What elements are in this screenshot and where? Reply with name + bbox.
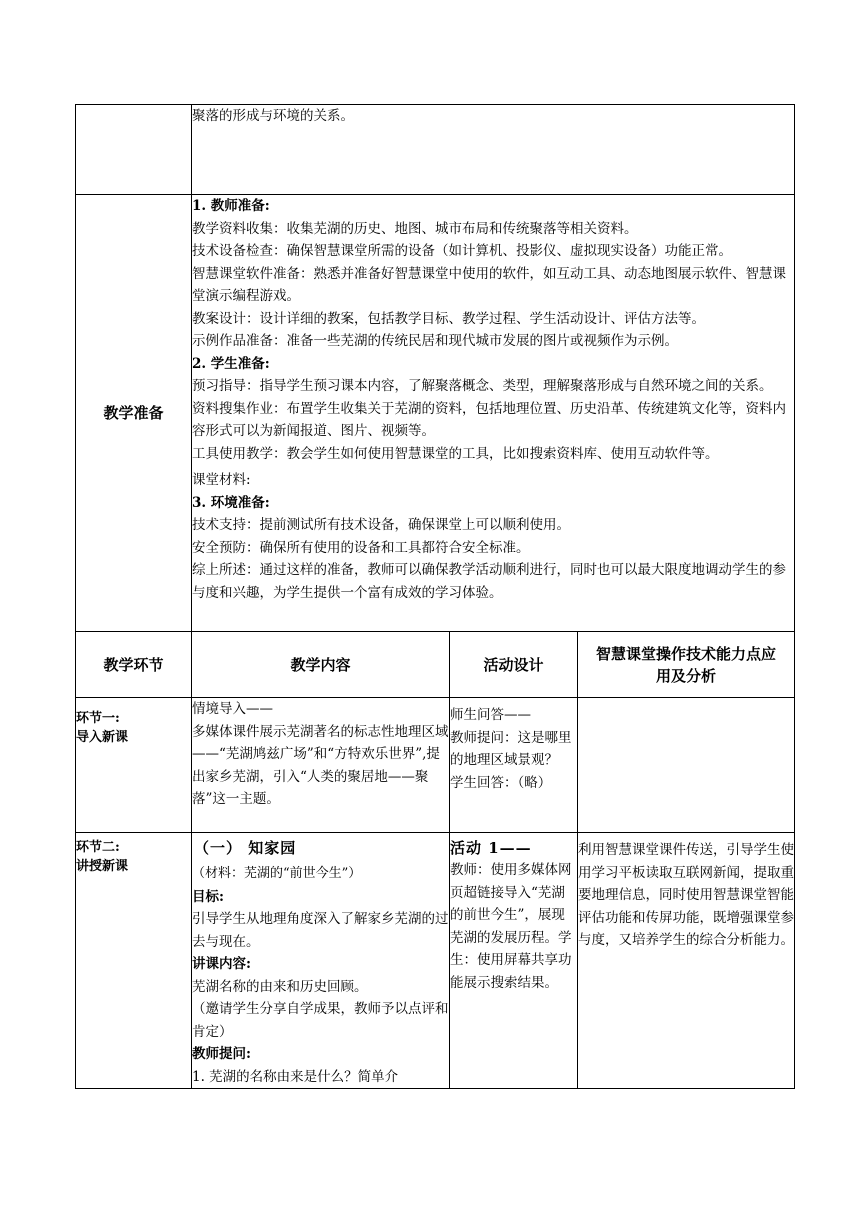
- row-stage-2: [76, 833, 795, 1089]
- prep-line: 课堂材料:: [192, 472, 251, 488]
- prep-section-heading: 1. 教师准备:: [192, 198, 270, 214]
- header-activity: 活动设计: [483, 655, 544, 674]
- prep-line: 示例作品准备：准备一些芜湖的传统民居和现代城市发展的图片或视频作为示例。: [192, 333, 678, 349]
- stage1-activity-line: 师生问答——: [450, 707, 531, 723]
- empty-label-cell: [76, 105, 192, 195]
- header-content: 教学内容: [290, 655, 351, 674]
- prep-line: 教学资料收集：收集芜湖的历史、地图、城市布局和传统聚落等相关资料。: [192, 220, 638, 237]
- prep-section-heading: 2. 学生准备:: [192, 355, 270, 372]
- objective-continued-cell: [192, 105, 795, 195]
- row-teaching-prep: [76, 195, 795, 632]
- stage2-content-line: 1. 芜湖的名称由来是什么？简单介: [192, 1068, 399, 1085]
- stage2-content-line: 引导学生从地理角度深入了解家乡芜湖的过去与现在。: [192, 911, 449, 950]
- stage1-label-line1: 环节一:: [76, 711, 120, 726]
- header-analysis: 智慧课堂操作技术能力点应用及分析: [596, 644, 777, 685]
- stage1-label-line2: 导入新课: [76, 729, 129, 745]
- prep-section-heading: 3. 环境准备:: [192, 494, 270, 511]
- header-content-cell: [192, 632, 450, 698]
- stage2-activity-text: 教师：使用多媒体网页超链接导入“芜湖的前世今生”，展现芜湖的发展历程。学生：使用屏幕共享功能展示搜索结果。: [450, 862, 572, 991]
- stage2-label-cell: [76, 833, 192, 1089]
- stage2-content-heading: 讲课内容:: [192, 956, 251, 972]
- stage1-label-cell: [76, 698, 192, 833]
- prep-line: 安全预防：确保所有使用的设备和工具都符合安全标准。: [192, 539, 530, 556]
- prep-line: 技术设备检查：确保智慧课堂所需的设备（如计算机、投影仪、虚拟现实设备）功能正常。: [192, 243, 732, 259]
- stage2-content-heading: 教师提问:: [192, 1046, 251, 1062]
- row-stage-1: [76, 698, 795, 833]
- stage1-content-line: 情境导入——: [192, 701, 273, 717]
- stage2-content-line: 芜湖名称的由来和历史回顾。: [192, 978, 368, 995]
- prep-label-cell: [76, 195, 192, 632]
- stage2-analysis-text: 利用智慧课堂课件传送，引导学生使用学习平板读取互联网新闻，提取重要地理信息，同时使用智慧课堂智能评估功能和传屏功能，既增强课堂参与度，又培养学生的综合分析能力。: [578, 842, 794, 948]
- stage2-content-line: （邀请学生分享自学成果，教师予以点评和肯定）: [192, 1001, 449, 1040]
- prep-label: 教学准备: [103, 404, 164, 422]
- stage1-activity-line: 学生回答：（略）: [450, 774, 552, 791]
- prep-line: 智慧课堂软件准备：熟悉并准备好智慧课堂中使用的软件，如互动工具、动态地图展示软件、智慧课堂演示编程游戏。: [192, 265, 786, 304]
- stage1-analysis-cell: [578, 698, 795, 833]
- stage1-activity-cell: [450, 698, 578, 833]
- prep-line: 预习指导：指导学生预习课本内容，了解聚落概念、类型，理解聚落形成与自然环境之间的关系。: [192, 378, 773, 394]
- row-table-header: [76, 632, 795, 698]
- prep-content-cell: [192, 195, 795, 632]
- stage2-content-line: （材料：芜湖的“前世今生”）: [192, 866, 362, 881]
- header-stage-cell: [76, 632, 192, 698]
- stage2-analysis-cell: [578, 833, 795, 1089]
- stage1-activity-line: 教师提问：这是哪里的地理区域景观？: [450, 729, 572, 768]
- stage2-label-line1: 环节二:: [76, 840, 120, 855]
- header-analysis-cell: [578, 632, 795, 698]
- prep-line: 资料搜集作业：布置学生收集关于芜湖的资料，包括地理位置、历史沿革、传统建筑文化等，资料内容形式可以为新闻报道、图片、视频等。: [192, 400, 786, 439]
- prep-lines: [192, 195, 794, 604]
- prep-line: 工具使用教学：教会学生如何使用智慧课堂的工具，比如搜索资料库、使用互动软件等。: [192, 445, 719, 462]
- stage2-content-cell: [192, 833, 450, 1089]
- prep-line: 综上所述：通过这样的准备，教师可以确保教学活动顺利进行，同时也可以最大限度地调动学生的参与度和兴趣，为学生提供一个富有成效的学习体验。: [192, 562, 786, 601]
- stage1-content-line: 多媒体课件展示芜湖著名的标志性地理区域——“芜湖鸠兹广场”和“方特欢乐世界”,提出家乡芜湖，引入“人类的聚居地——聚落”这一主题。: [192, 723, 449, 807]
- stage2-label-line2: 讲授新课: [76, 858, 129, 874]
- header-activity-cell: [450, 632, 578, 698]
- stage2-section-title: （一） 知家园: [194, 839, 297, 857]
- prep-line: 技术支持：提前测试所有技术设备，确保课堂上可以顺利使用。: [192, 517, 570, 533]
- header-stage: 教学环节: [103, 655, 164, 674]
- prep-line: 教案设计：设计详细的教案，包括教学目标、教学过程、学生活动设计、评估方法等。: [192, 310, 705, 327]
- stage2-content-lines: [192, 863, 449, 1088]
- stage1-content-cell: [192, 698, 450, 833]
- objective-text: 聚落的形成与环境的关系。: [192, 108, 354, 124]
- stage2-activity-cell: [450, 833, 578, 1089]
- lesson-plan-table: [75, 104, 795, 1089]
- stage2-activity-title: 活动 1——: [450, 839, 532, 857]
- row-objective-continued: [76, 105, 795, 195]
- stage2-content-heading: 目标:: [192, 888, 224, 905]
